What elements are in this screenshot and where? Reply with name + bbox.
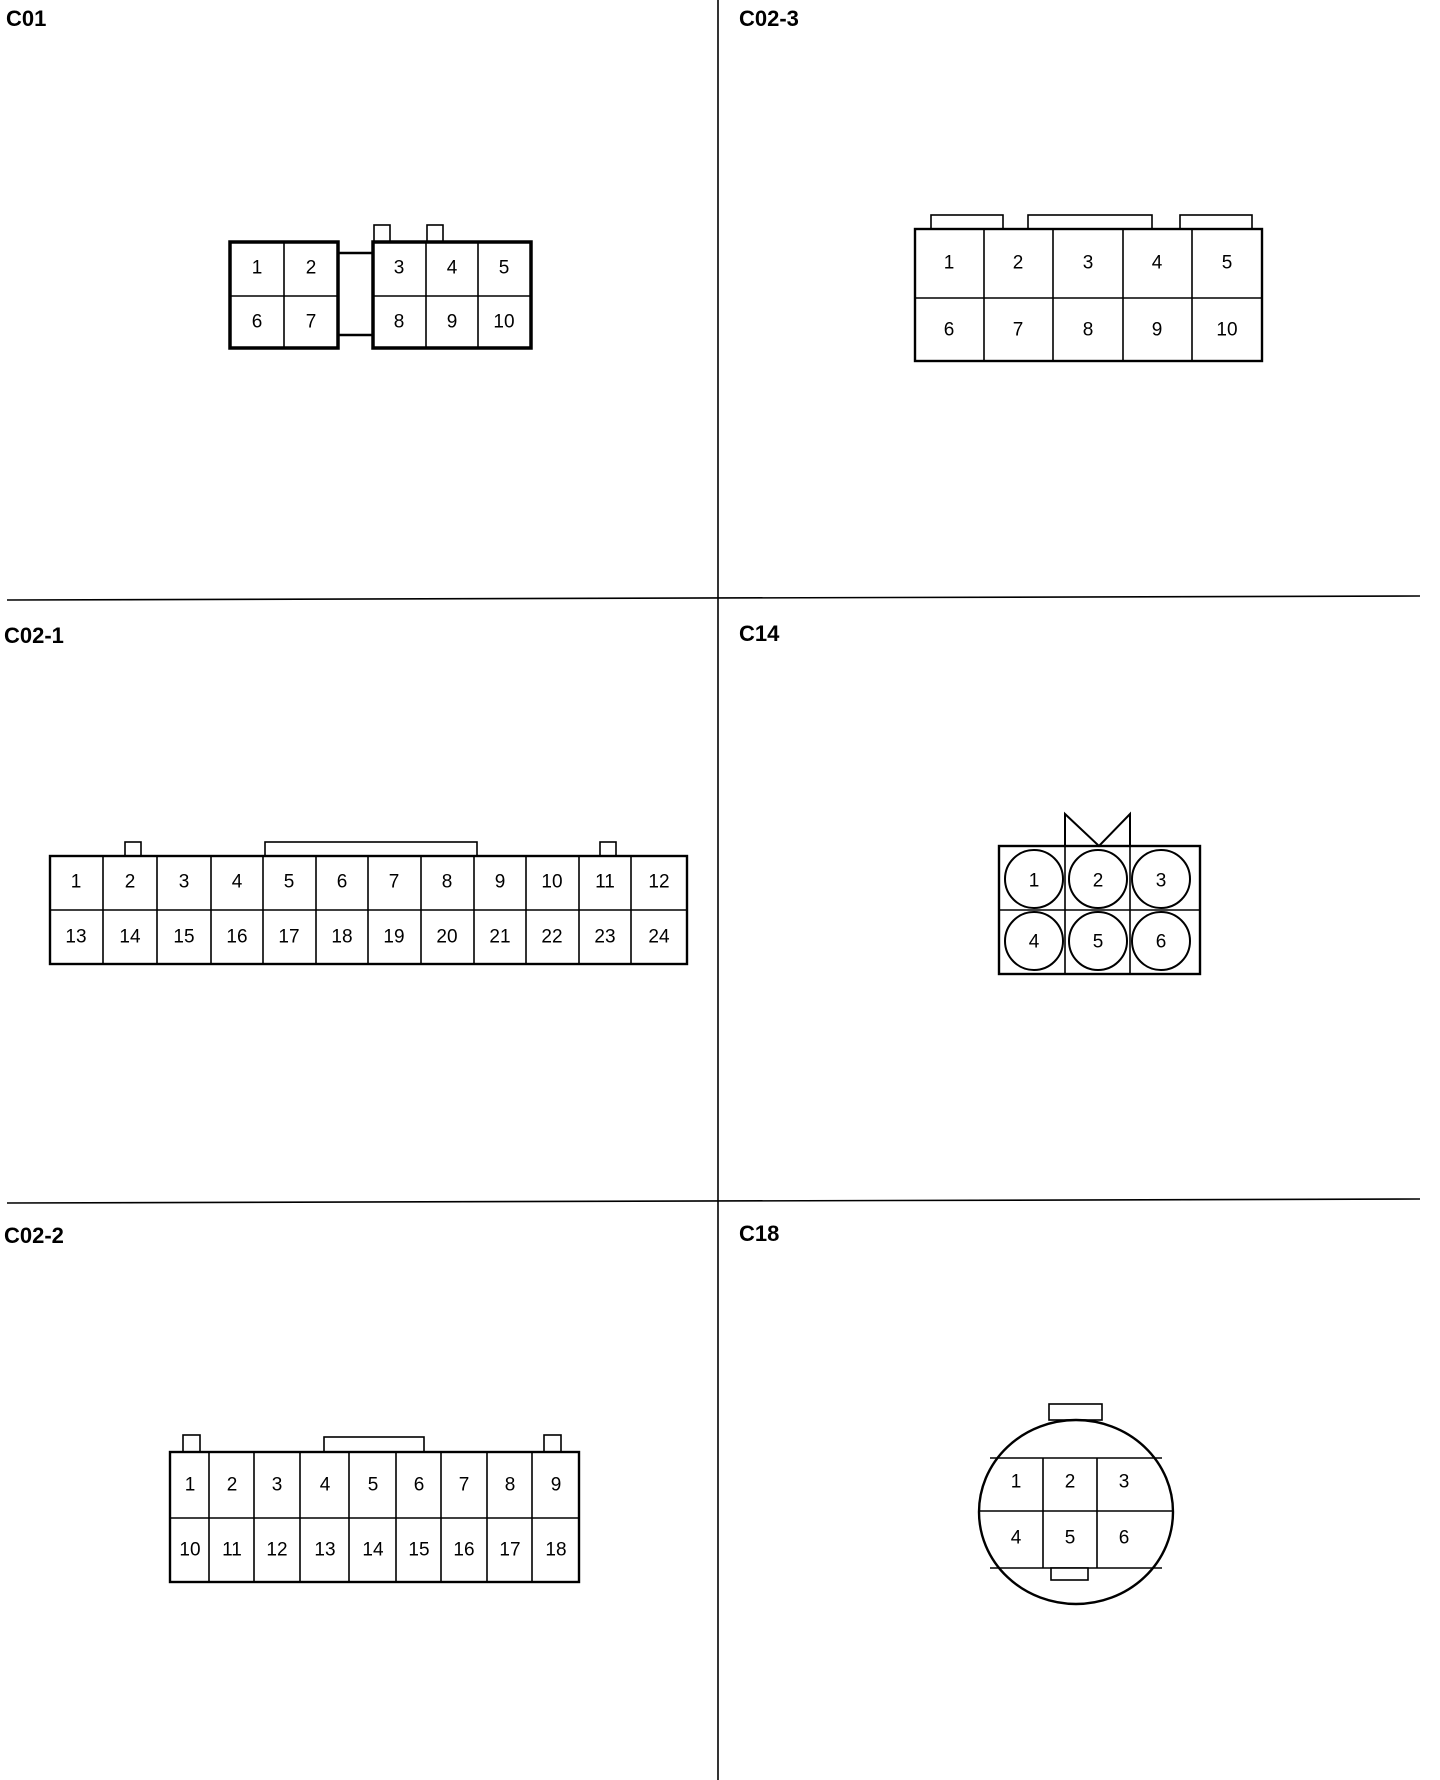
pin-label: 8: [504, 1474, 516, 1496]
connector-c01: [6, 6, 531, 348]
pin-label: 13: [65, 926, 87, 948]
pin-label: 4: [1010, 1527, 1022, 1549]
pin-label: 8: [393, 311, 405, 333]
pin-label: 8: [1082, 319, 1094, 341]
horizontal-divider-top: [7, 596, 1420, 600]
pin-label: 1: [70, 871, 82, 893]
pin-label: 2: [1092, 870, 1104, 892]
pin-label: 10: [493, 311, 515, 333]
connector-label: C02-2: [4, 1223, 64, 1248]
pin-label: 22: [541, 926, 563, 948]
pin-label: 9: [550, 1474, 562, 1496]
connector-label: C18: [739, 1221, 780, 1246]
pin-label: 5: [1064, 1527, 1076, 1549]
pin-label: 3: [1082, 252, 1094, 274]
pin-label: 6: [1155, 931, 1167, 953]
connector-c18: [739, 1221, 1173, 1604]
pin-label: 2: [1012, 252, 1024, 274]
pin-label: 6: [1118, 1527, 1130, 1549]
connector-label: C02-3: [739, 6, 799, 31]
pin-label: 19: [383, 926, 405, 948]
pin-label: 6: [336, 871, 348, 893]
pin-label: 15: [408, 1539, 430, 1561]
pin-label: 7: [305, 311, 317, 333]
pin-label: 14: [119, 926, 141, 948]
pin-label: 12: [648, 871, 670, 893]
pin-label: 17: [278, 926, 300, 948]
pin-label: 4: [231, 871, 243, 893]
pin-label: 10: [541, 871, 563, 893]
pin-label: 1: [251, 257, 263, 279]
pin-label: 3: [271, 1474, 283, 1496]
pin-label: 12: [266, 1539, 288, 1561]
pin-label: 10: [179, 1539, 201, 1561]
pin-label: 15: [173, 926, 195, 948]
connector-label: C14: [739, 621, 780, 646]
pin-label: 6: [943, 319, 955, 341]
pin-label: 3: [1155, 870, 1167, 892]
pin-label: 3: [1118, 1471, 1130, 1493]
pin-label: 16: [226, 926, 248, 948]
pin-label: 7: [458, 1474, 470, 1496]
pin-label: 18: [331, 926, 353, 948]
pin-label: 5: [367, 1474, 379, 1496]
pin-label: 2: [1064, 1471, 1076, 1493]
connector-label: C02-1: [4, 623, 64, 648]
pin-label: 7: [388, 871, 400, 893]
pin-label: 4: [1028, 931, 1040, 953]
pin-label: 18: [545, 1539, 567, 1561]
pin-label: 24: [648, 926, 670, 948]
pin-label: 5: [1221, 252, 1233, 274]
pin-label: 6: [413, 1474, 425, 1496]
connector-c14: [739, 621, 1200, 974]
pin-label: 5: [283, 871, 295, 893]
connector-label: C01: [6, 6, 47, 31]
pin-label: 7: [1012, 319, 1024, 341]
pin-label: 9: [494, 871, 506, 893]
pin-label: 4: [319, 1474, 331, 1496]
connector-c02-2: [4, 1223, 579, 1582]
pin-label: 11: [595, 871, 615, 893]
pin-label: 17: [499, 1539, 521, 1561]
pin-label: 5: [1092, 931, 1104, 953]
pin-label: 10: [1216, 319, 1238, 341]
connector-c02-3: [739, 6, 1262, 361]
pin-label: 5: [498, 257, 510, 279]
pin-label: 1: [184, 1474, 196, 1496]
pin-label: 14: [362, 1539, 384, 1561]
pin-label: 23: [594, 926, 616, 948]
pin-label: 13: [314, 1539, 336, 1561]
pin-label: 3: [178, 871, 190, 893]
connector-c02-1: [4, 623, 687, 964]
pin-label: 20: [436, 926, 458, 948]
pin-label: 2: [305, 257, 317, 279]
pin-label: 6: [251, 311, 263, 333]
pin-label: 3: [393, 257, 405, 279]
pin-label: 1: [1028, 870, 1040, 892]
pin-label: 1: [943, 252, 955, 274]
pin-label: 1: [1010, 1471, 1022, 1493]
pin-label: 9: [1151, 319, 1163, 341]
pin-label: 4: [446, 257, 458, 279]
pin-label: 2: [226, 1474, 238, 1496]
pin-label: 9: [446, 311, 458, 333]
pin-label: 11: [222, 1539, 242, 1561]
pin-label: 16: [453, 1539, 475, 1561]
pin-label: 8: [441, 871, 453, 893]
horizontal-divider-bottom: [7, 1199, 1420, 1203]
pin-label: 4: [1151, 252, 1163, 274]
pin-label: 2: [124, 871, 136, 893]
pin-label: 21: [489, 926, 511, 948]
